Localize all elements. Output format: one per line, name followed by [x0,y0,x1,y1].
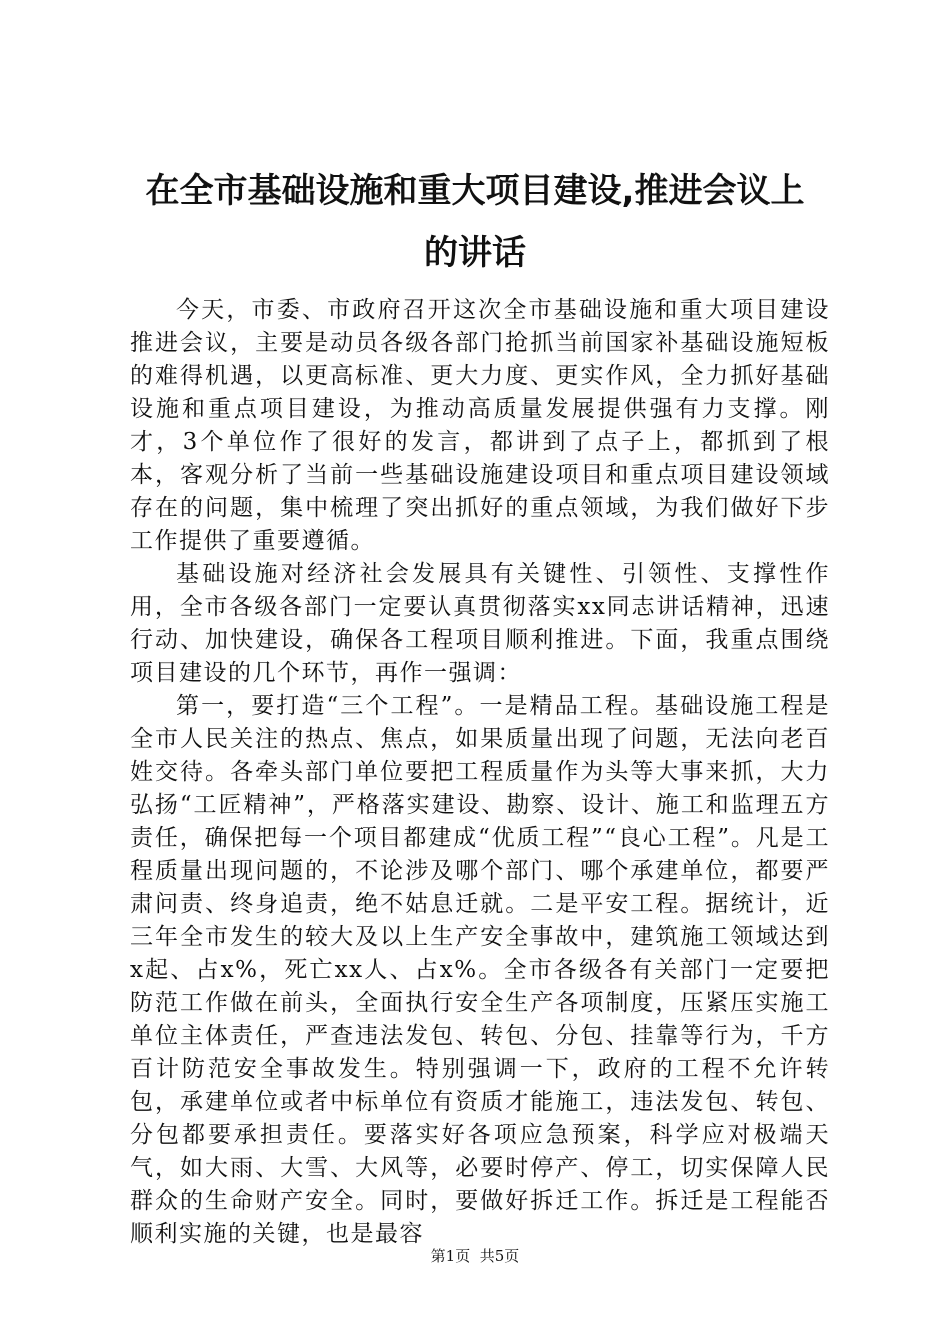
document-title [100,160,850,284]
paragraph-3: 第一，要打造“三个工程”。一是精品工程。基础设施工程是全市人民关注的热点、焦点，如果质量出现了问题，无法向老百姓交待。各牵头部门单位要把工程质量作为头等大事来抓，大力弘扬“工匠精神”，严格落实建设、勘察、设计、施工和监理五方责任，确保把每一个项目都建成“优质工程”“良心工程”。凡是工程质量出现问题的，不论涉及哪个部门、哪个承建单位，都要严肃问责、终身追责，绝不姑息迁就。二是平安工程。据统计，近三年全市发生的较大及以上生产安全事故中，建筑施工领域达到x起、占x%，死亡xx人、占x%。全市各级各有关部门一定要把防范工作做在前头，全面执行安全生产各项制度，压紧压实施工单位主体责任，严查违法发包、转包、分包、挂靠等行为，千方百计防范安全事故发生。特别强调一下，政府的工程不允许转包，承建单位或者中标单位有资质才能施工，违法发包、转包、分包都要承担责任。要落实好各项应急预案，科学应对极端天气，如大雨、大雪、大风等，必要时停产、停工，切实保障人民群众的生命财产安全。同时，要做好拆迁工作。拆迁是工程能否顺利实施的关键，也是最容 [130,693,830,1247]
document-body [130,294,830,1251]
paragraph-1: 今天，市委、市政府召开这次全市基础设施和重大项目建设推进会议，主要是动员各级各部门抢抓当前国家补基础设施短板的难得机遇，以更高标准、更大力度、更实作风，全力抓好基础设施和重点项目建设，为推动高质量发展提供强有力支撑。刚才，3个单位作了很好的发言，都讲到了点子上，都抓到了根本，客观分析了当前一些基础设施建设项目和重点项目建设领域存在的问题，集中梳理了突出抓好的重点领域，为我们做好下步工作提供了重要遵循。 [130,297,830,554]
page-number: 第1页 [430,1247,471,1265]
footer-separator [470,1247,480,1265]
title-line-1: 在全市基础设施和重大项目建设,推进会议上 [145,171,805,211]
page-total: 共5页 [479,1247,520,1265]
paragraph-2: 基础设施对经济社会发展具有关键性、引领性、支撑性作用，全市各级各部门一定要认真贯彻落实xx同志讲话精神，迅速行动、加快建设，确保各工程项目顺利推进。下面，我重点围绕项目建设的几个环节，再作一强调： [130,561,830,686]
page-footer [0,1246,950,1266]
title-line-2: 的讲话 [424,233,526,273]
